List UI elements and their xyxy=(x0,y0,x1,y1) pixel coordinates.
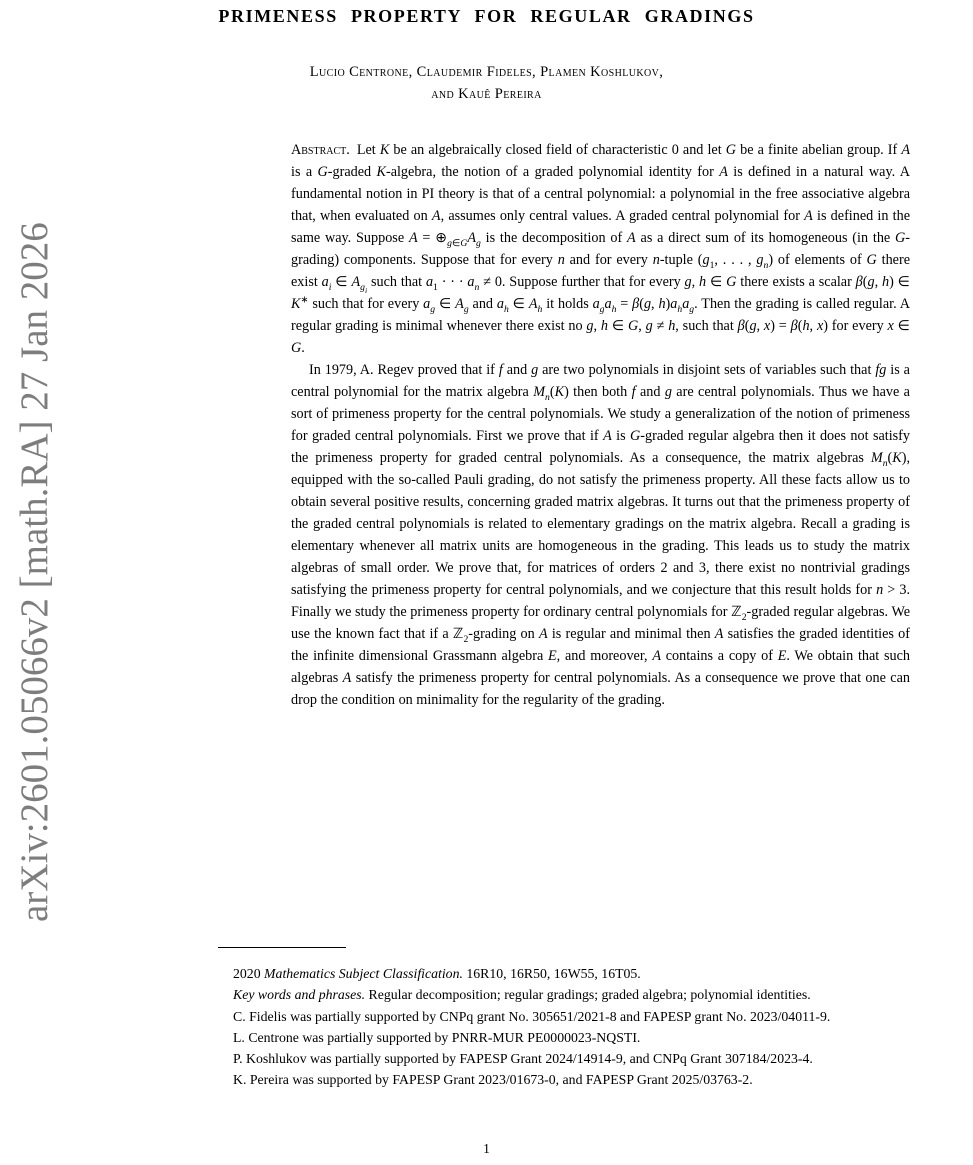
abstract-paragraph-2: In 1979, A. Regev proved that if f and g are two polynomials in disjoint sets of variables such that fg is a central polynomial for the matrix algebra $M_n(K)$ then both f and g are central polynomials. Thus we have a sort of primeness property for the central polynomials. We study a generalization of the notion of primeness for graded central polynomials. First we prove that if A is G-graded regular algebra then it does not satisfy the primeness property for graded central polynomials. As a consequence, the matrix algebras $M_n(K)$, equipped with the so-called Pauli grading, do not satisfy the primeness property. All these facts allow us to obtain several positive results, concerning graded matrix algebras. It turns out that the primeness property of the graded central polynomials is related to elementary gradings on the matrix algebra. Recall a grading is elementary whenever all matrix units are homogeneous in the grading. This leads us to study the matrix algebras of small order. We prove that, for matrices of orders 2 and 3, there exist no nontrivial gradings satisfying the primeness property for central polynomials, and we conjecture that this result holds for n > 3. Finally we study the primeness property for ordinary central polynomials for ℤ$_2$-graded regular algebras. We use the known fact that if a ℤ$_2$-grading on A is regular and minimal then A satisfies the graded identities of the infinite dimensional Grassmann algebra E, and moreover, A contains a copy of E. We obtain that such algebras A satisfy the primeness property for central polynomials. As a consequence we prove that one can drop the condition on minimality for the regularity of the grading. xyxy=(291,362,910,708)
footnote-msc: 2020 Mathematics Subject Classification. 16R10, 16R50, 16W55, 16T05. xyxy=(233,966,641,981)
page-number: 1 xyxy=(483,1141,490,1156)
footnote-block xyxy=(218,947,955,1091)
abstract-section xyxy=(291,139,910,711)
abstract-paragraph-1-text: Let K be an algebraically closed field of characteristic 0 and let G be a finite abelian group. If A is a G-graded K-algebra, the notion of a graded polynomial identity for A is defined in a natural way. A fundamental notion in PI theory is that of a central polynomial: a polynomial in the free associative algebra that, when evaluated on A, assumes only central values. A graded central polynomial for A is defined in the same way. Suppose $A = \oplus_{g\in G}A_g$ is the decomposition of A as a direct sum of its homogeneous (in the G-grading) components. Suppose that for every n and for every n-tuple ($g_1$, . . . , $g_n$) of elements of G there exist $a_i$ ∈ $A_{g_i}$ such that $a_1$ · · · $a_n \ne 0$. Suppose further that for every g, h ∈ G there exists a scalar β(g, h) ∈ K∗ such that for every $a_g$ ∈ $A_g$ and $a_h$ ∈ $A_h$ it holds $a_ga_h = \beta(g$, $h)a_ha_g$. Then the grading is called regular. A regular grading is minimal whenever there exist no g, h ∈ G, g ≠ h, such that β(g, x) = β(h, x) for every x ∈ G. xyxy=(291,142,911,356)
footnote-rule xyxy=(218,947,346,948)
abstract-paragraph-1 xyxy=(291,139,910,359)
footnote-support-fidelis: C. Fidelis was partially supported by CNPq grant No. 305651/2021-8 and FAPESP grant No. 2023/04011-9. xyxy=(233,1008,831,1024)
authors-line-1: Lucio Centrone, Claudemir Fideles, Plamen Koshlukov, xyxy=(309,64,664,80)
authors-line-2: and Kauê Pereira xyxy=(431,86,542,102)
footnote-support-centrone: L. Centrone was partially supported by PNRR-MUR PE0000023-NQSTI. xyxy=(233,1029,641,1045)
footnote-keywords: Key words and phrases. Regular decomposition; regular gradings; graded algebra; polynomial identities. xyxy=(233,987,811,1003)
authors-block xyxy=(0,61,973,105)
paper-title: PRIMENESS PROPERTY FOR REGULAR GRADINGS xyxy=(218,6,755,26)
arxiv-watermark: arXiv:2601.05066v2 [math.RA] 27 Jan 2026 xyxy=(13,222,56,922)
abstract-label: Abstract. xyxy=(291,142,350,158)
footnote-support-koshlukov: P. Koshlukov was partially supported by FAPESP Grant 2024/14914-9, and CNPq Grant 307184/2023-4. xyxy=(233,1051,813,1067)
footnote-support-pereira: K. Pereira was supported by FAPESP Grant 2023/01673-0, and FAPESP Grant 2025/03763-2. xyxy=(233,1072,753,1088)
